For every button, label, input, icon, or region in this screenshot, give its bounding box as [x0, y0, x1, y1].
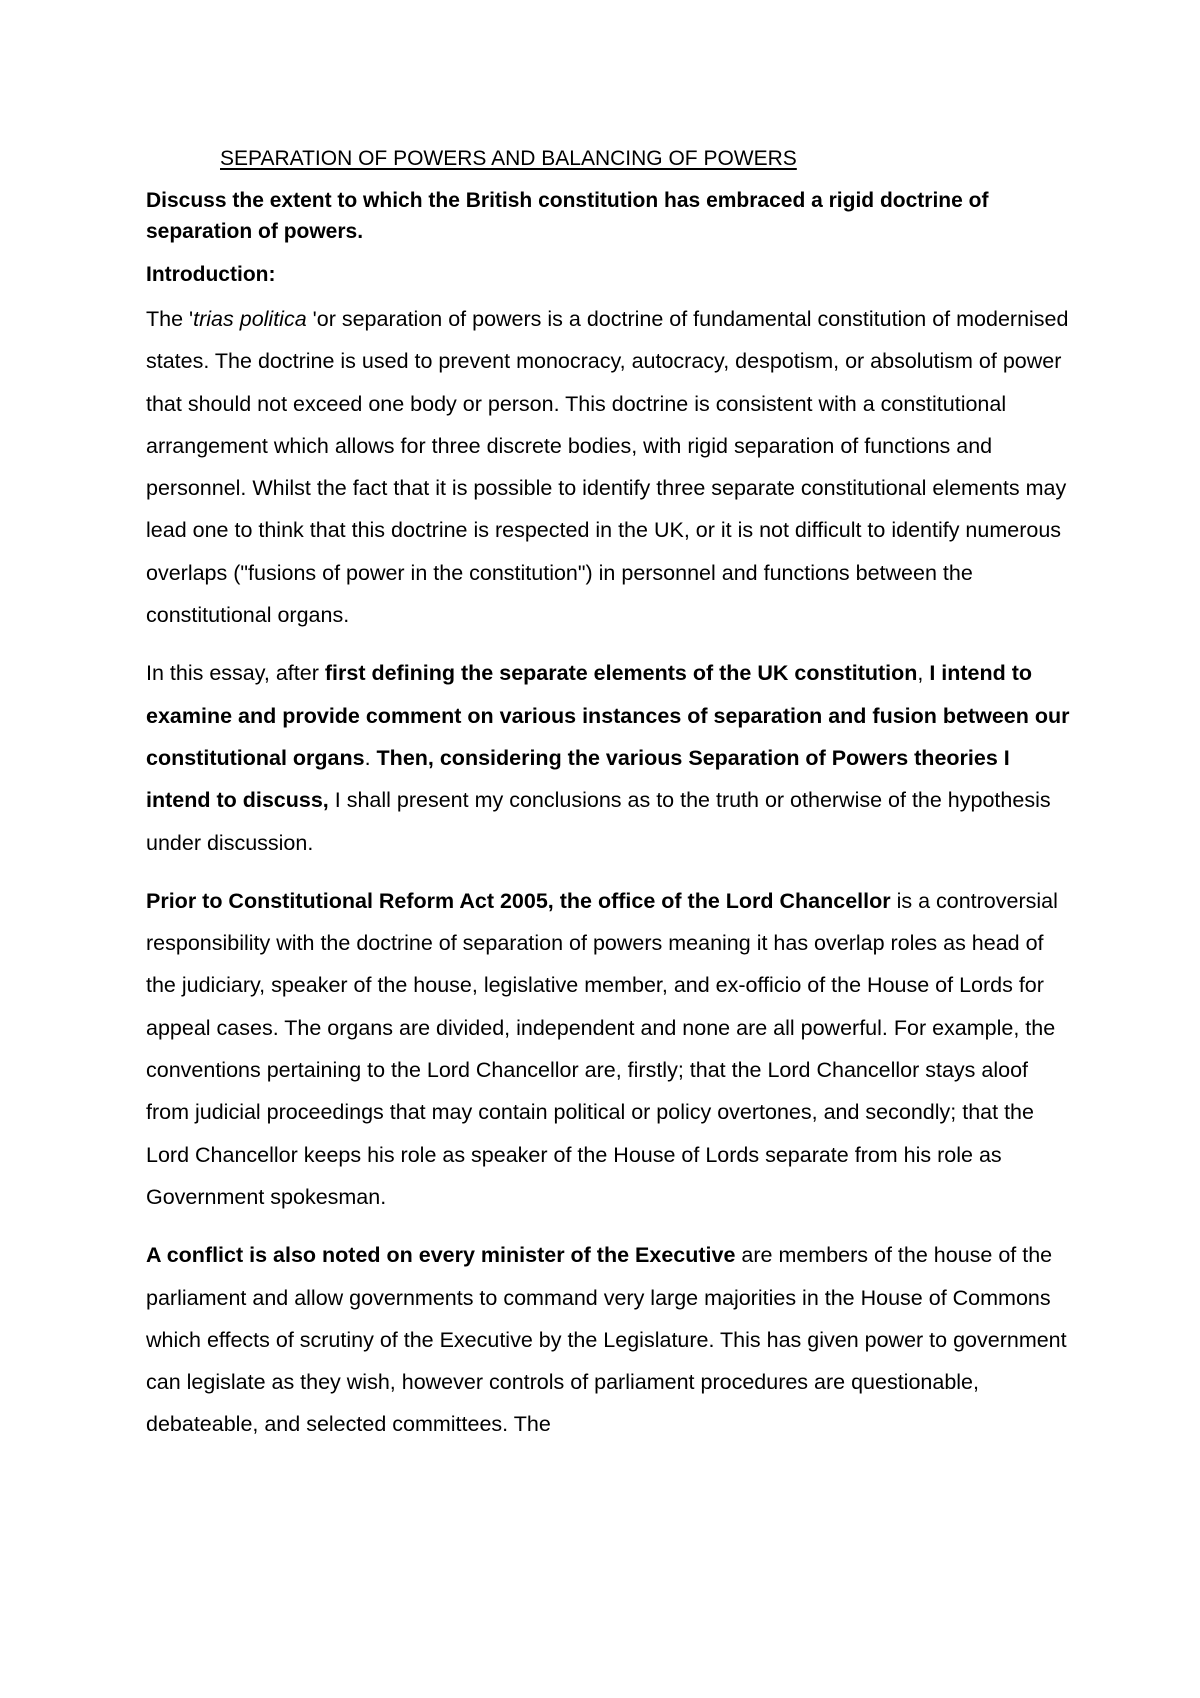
document-body — [146, 144, 1076, 1446]
text-run: are members of the house of the parliament and allow governments to command very large majorities in the House of Commons which effects of scrutiny of the Executive by the Legislature. This has given power to government can legislate as they wish, however controls of parliament procedures are questionable, debateable, and selected committees. The — [146, 1243, 1067, 1437]
paragraph-executive-conflict — [146, 1234, 1076, 1445]
essay-question: Discuss the extent to which the British constitution has embraced a rigid doctrine of separation of powers. — [146, 189, 989, 243]
text-run: 'or separation of powers is a doctrine of fundamental constitution of modernised states. The doctrine is used to prevent monocracy, autocracy, despotism, or absolutism of power that should not exceed one body or person. This doctrine is consistent with a constitutional arrangement which allows for three discrete bodies, with rigid separation of functions and personnel. Whilst the fact that it is possible to identify three separate constitutional elements may lead one to think that this doctrine is respected in the UK, or it is not difficult to identify numerous overlaps ("fusions of power in the constitution") in personnel and functions between the constitutional organs. — [146, 307, 1069, 628]
bold-run: Then, considering the various Separation of Powers theories I intend to discuss, — [146, 745, 1010, 813]
paragraph-essay-plan — [146, 652, 1076, 863]
bold-run: A conflict is also noted on every minister of the Executive — [146, 1243, 736, 1268]
italic-term: trias politica — [193, 307, 307, 331]
bold-run: Prior to Constitutional Reform Act 2005, the office of the Lord Chancellor — [146, 888, 891, 913]
introduction-heading: Introduction: — [146, 263, 276, 286]
text-run: is a controversial responsibility with the doctrine of separation of powers meaning it has overlap roles as head of the judiciary, speaker of the house, legislative member, and ex-officio of the House of Lords for appeal cases. The organs are divided, independent and none are all powerful. For example, the conventions pertaining to the Lord Chancellor are, firstly; that the Lord Chancellor stays aloof from judicial proceedings that may contain political or policy overtones, and secondly; that the Lord Chancellor keeps his role as speaker of the House of Lords separate from his role as Government spokesman. — [146, 888, 1058, 1209]
paragraph-trias-politica — [146, 298, 1076, 636]
document-title: SEPARATION OF POWERS AND BALANCING OF POWERS — [220, 147, 797, 170]
text-run: , — [917, 661, 930, 686]
bold-run: first defining the separate elements of the UK constitution — [324, 661, 918, 686]
paragraph-lord-chancellor — [146, 880, 1076, 1218]
text-run: The ' — [146, 307, 194, 331]
bold-run: I intend to examine and provide comment on various instances of separation and fusion between our constitutional organs — [146, 661, 1070, 770]
text-run: . — [364, 745, 377, 770]
text-run: In this essay, after — [146, 661, 325, 686]
text-run: I shall present my conclusions as to the truth or otherwise of the hypothesis under discussion. — [146, 788, 1051, 855]
